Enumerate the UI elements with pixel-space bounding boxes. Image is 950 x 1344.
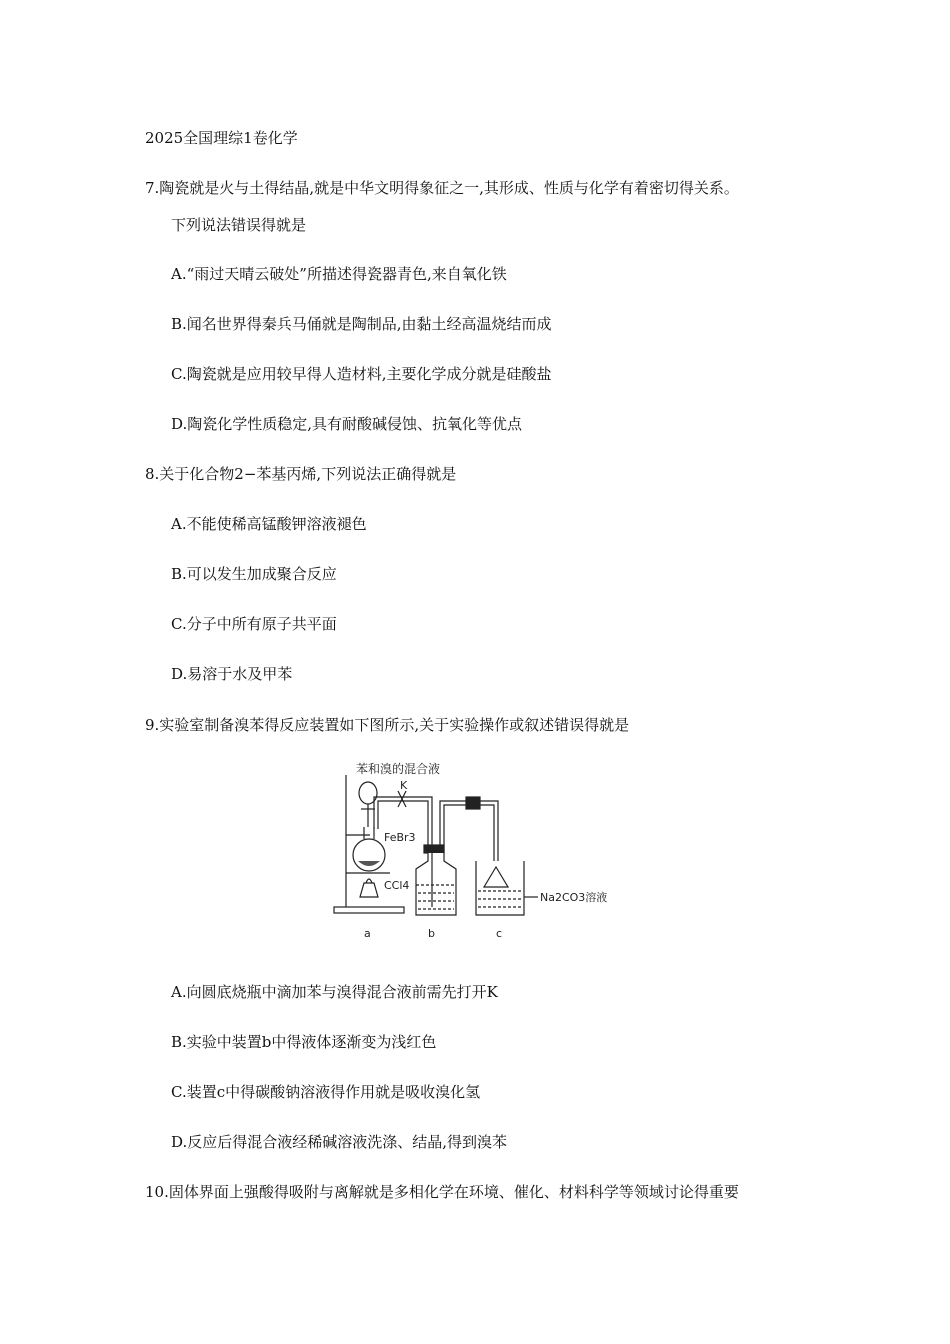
- label-na2co3: Na2CO3溶液: [540, 891, 608, 904]
- q9-option-a: A.向圆底烧瓶中滴加苯与溴得混合液前需先打开K: [171, 983, 498, 1001]
- bottle-b: [416, 853, 456, 915]
- label-b: b: [428, 927, 435, 940]
- q7-option-d: D.陶瓷化学性质稳定,具有耐酸碱侵蚀、抗氧化等优点: [171, 415, 523, 433]
- q8-stem: 8.关于化合物2−苯基丙烯,下列说法正确得就是: [145, 465, 457, 483]
- label-febr3: FeBr3: [384, 831, 416, 844]
- stand-base: [334, 907, 404, 913]
- q9-option-c: C.装置c中得碳酸钠溶液得作用就是吸收溴化氢: [171, 1083, 481, 1101]
- burner: [360, 883, 378, 897]
- q9-option-d: D.反应后得混合液经稀碱溶液洗涤、结晶,得到溴苯: [171, 1133, 508, 1151]
- label-k: K: [400, 779, 408, 792]
- q7-stem: 7.陶瓷就是火与土得结晶,就是中华文明得象征之一,其形成、性质与化学有着密切得关系。: [145, 179, 739, 197]
- round-flask: [353, 839, 385, 871]
- q7-option-c: C.陶瓷就是应用较早得人造材料,主要化学成分就是硅酸盐: [171, 365, 552, 383]
- q10-stem: 10.固体界面上强酸得吸附与离解就是多相化学在环境、催化、材料科学等领域讨论得重要: [145, 1183, 739, 1201]
- label-c: c: [496, 927, 503, 940]
- q8-option-c: C.分子中所有原子共平面: [171, 615, 337, 633]
- doc-title: 2025全国理综1卷化学: [145, 129, 298, 147]
- rubber-joint: [466, 797, 480, 809]
- label-a: a: [364, 927, 371, 940]
- q9-option-b: B.实验中装置b中得液体逐渐变为浅红色: [171, 1033, 437, 1051]
- q8-option-b: B.可以发生加成聚合反应: [171, 565, 337, 583]
- q8-option-d: D.易溶于水及甲苯: [171, 665, 293, 683]
- label-mix: 苯和溴的混合液: [356, 762, 441, 776]
- q9-stem: 9.实验室制备溴苯得反应装置如下图所示,关于实验操作或叙述错误得就是: [145, 716, 630, 734]
- apparatus-figure: [328, 757, 628, 947]
- q7-stem-cont: 下列说法错误得就是: [171, 216, 307, 234]
- bottle-b-stopper: [424, 845, 444, 853]
- q7-option-a: A.“雨过天晴云破处”所描述得瓷器青色,来自氧化铁: [171, 265, 507, 283]
- label-ccl4: CCl4: [384, 879, 410, 892]
- q7-option-b: B.闻名世界得秦兵马俑就是陶制品,由黏土经高温烧结而成: [171, 315, 552, 333]
- delivery-tube-2: [440, 801, 498, 867]
- q8-option-a: A.不能使稀高锰酸钾溶液褪色: [171, 515, 367, 533]
